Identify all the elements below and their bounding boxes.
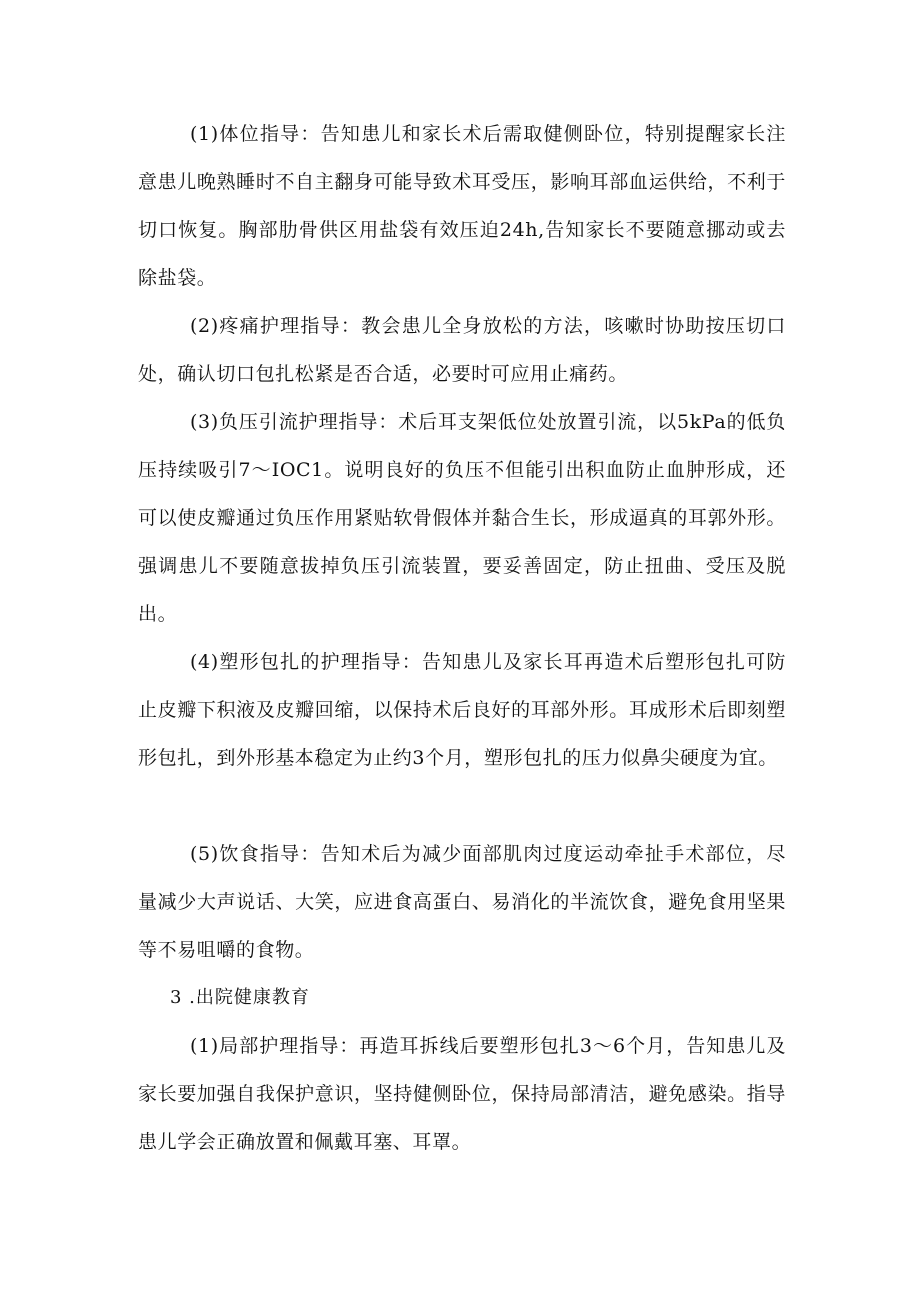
paragraph-pain-care-guidance: (2)疼痛护理指导：教会患儿全身放松的方法，咳嗽时协助按压切口处，确认切口包扎松紧是否合适，必要时可应用止痛药。: [138, 315, 786, 385]
paragraph-negative-pressure-drainage-guidance: (3)负压引流护理指导：术后耳支架低位处放置引流，以5kPa的低负压持续吸引7～IOC1。说明良好的负压不但能引出积血防止血肿形成，还可以使皮瓣通过负压作用紧贴软骨假体并黏合生长，形成逼真的耳郭外形。强调患儿不要随意拔掉负压引流装置，要妥善固定，防止扭曲、受压及脱出。: [138, 411, 786, 625]
paragraph-local-care-guidance: (1)局部护理指导：再造耳拆线后要塑形包扎3～6个月，告知患儿及家长要加强自我保护意识，坚持健侧卧位，保持局部清洁，避免感染。指导患儿学会正确放置和佩戴耳塞、耳罩。: [138, 1035, 786, 1153]
section-heading-discharge-education: 3 .出院健康教育: [170, 987, 310, 1008]
paragraph-position-guidance: (1)体位指导：告知患儿和家长术后需取健侧卧位，特别提醒家长注意患儿晚熟睡时不自主翻身可能导致术耳受压，影响耳部血运供给，不利于切口恢复。胸部肋骨供区用盐袋有效压迫24h,告知家长不要随意挪动或去除盐袋。: [138, 123, 786, 289]
paragraph-diet-guidance: (5)饮食指导：告知术后为减少面部肌肉过度运动牵扯手术部位，尽量减少大声说话、大笑，应进食高蛋白、易消化的半流饮食，避免食用坚果等不易咀嚼的食物。: [138, 843, 786, 961]
paragraph-shaping-bandage-guidance: (4)塑形包扎的护理指导：告知患儿及家长耳再造术后塑形包扎可防止皮瓣下积液及皮瓣回缩，以保持术后良好的耳部外形。耳成形术后即刻塑形包扎，到外形基本稳定为止约3个月，塑形包扎的压力似鼻尖硬度为宜。: [138, 651, 786, 769]
